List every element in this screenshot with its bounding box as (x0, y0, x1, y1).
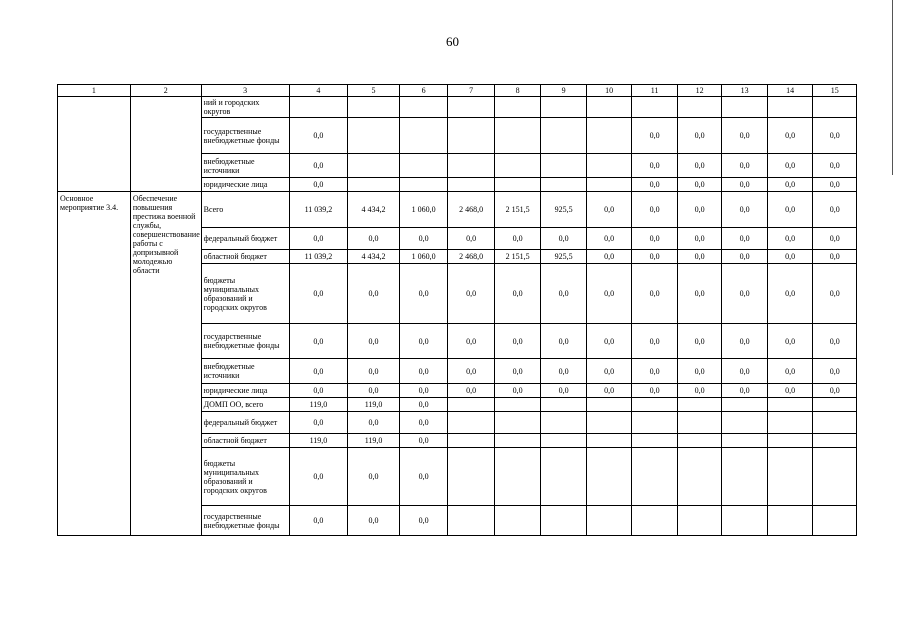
page-edge-line (892, 0, 893, 175)
value-cell: 0,0 (399, 359, 448, 384)
value-cell: 0,0 (289, 228, 348, 250)
value-cell (494, 448, 541, 506)
value-cell: 0,0 (632, 192, 678, 228)
value-cell (541, 178, 587, 192)
value-cell (767, 448, 813, 506)
value-cell: 0,0 (677, 324, 722, 359)
page-number: 60 (446, 34, 459, 49)
value-cell (813, 448, 857, 506)
value-cell: 0,0 (494, 264, 541, 324)
value-cell: 925,5 (541, 250, 587, 264)
value-cell (586, 412, 632, 434)
source-cell: ний и городских округов (201, 97, 289, 118)
value-cell: 0,0 (289, 118, 348, 154)
column-number-header: 11 (632, 85, 678, 97)
value-cell: 1 060,0 (399, 192, 448, 228)
value-cell: 0,0 (448, 359, 495, 384)
source-cell: областной бюджет (201, 434, 289, 448)
value-cell: 0,0 (677, 154, 722, 178)
value-cell: 0,0 (448, 384, 495, 398)
value-cell: 0,0 (722, 324, 768, 359)
value-cell (494, 412, 541, 434)
value-cell (494, 398, 541, 412)
value-cell: 0,0 (494, 228, 541, 250)
value-cell: 0,0 (767, 264, 813, 324)
activity-name-cell: Основное мероприятие 3.4. (58, 192, 131, 536)
activity-name-cell (58, 97, 131, 192)
value-cell: 119,0 (289, 398, 348, 412)
column-number-header: 1 (58, 85, 131, 97)
value-cell: 0,0 (399, 324, 448, 359)
value-cell: 0,0 (632, 178, 678, 192)
value-cell: 0,0 (813, 118, 857, 154)
value-cell (722, 412, 768, 434)
value-cell: 0,0 (448, 324, 495, 359)
column-number-header: 14 (767, 85, 813, 97)
value-cell: 0,0 (813, 178, 857, 192)
value-cell (448, 97, 495, 118)
value-cell: 0,0 (767, 178, 813, 192)
value-cell: 0,0 (632, 324, 678, 359)
value-cell: 0,0 (677, 118, 722, 154)
value-cell (632, 97, 678, 118)
value-cell (448, 448, 495, 506)
value-cell: 0,0 (289, 324, 348, 359)
value-cell: 0,0 (677, 250, 722, 264)
value-cell: 0,0 (632, 359, 678, 384)
column-number-header: 9 (541, 85, 587, 97)
value-cell (722, 506, 768, 536)
source-cell: внебюджетные источники (201, 359, 289, 384)
value-cell: 0,0 (289, 154, 348, 178)
value-cell: 0,0 (494, 324, 541, 359)
value-cell: 0,0 (813, 359, 857, 384)
value-cell (586, 506, 632, 536)
value-cell (677, 412, 722, 434)
value-cell: 0,0 (677, 192, 722, 228)
value-cell: 0,0 (541, 384, 587, 398)
value-cell (813, 398, 857, 412)
value-cell: 0,0 (541, 264, 587, 324)
value-cell (541, 154, 587, 178)
value-cell (399, 178, 448, 192)
value-cell: 0,0 (348, 228, 400, 250)
value-cell: 0,0 (348, 359, 400, 384)
value-cell: 0,0 (586, 228, 632, 250)
value-cell (348, 97, 400, 118)
value-cell (399, 154, 448, 178)
value-cell (813, 506, 857, 536)
value-cell: 0,0 (399, 506, 448, 536)
column-number-header: 13 (722, 85, 768, 97)
value-cell (767, 506, 813, 536)
value-cell (494, 506, 541, 536)
value-cell (448, 506, 495, 536)
source-cell: государственные внебюджетные фонды (201, 506, 289, 536)
value-cell: 0,0 (632, 264, 678, 324)
value-cell: 0,0 (722, 264, 768, 324)
value-cell (399, 118, 448, 154)
value-cell (448, 178, 495, 192)
value-cell (448, 118, 495, 154)
value-cell: 0,0 (767, 154, 813, 178)
value-cell: 0,0 (632, 228, 678, 250)
value-cell: 0,0 (586, 324, 632, 359)
value-cell: 0,0 (722, 384, 768, 398)
source-cell: юридические лица (201, 178, 289, 192)
value-cell (586, 154, 632, 178)
value-cell (586, 97, 632, 118)
value-cell (677, 448, 722, 506)
value-cell: 0,0 (448, 264, 495, 324)
value-cell: 0,0 (399, 398, 448, 412)
value-cell: 0,0 (348, 264, 400, 324)
value-cell: 0,0 (767, 118, 813, 154)
column-number-header: 7 (448, 85, 495, 97)
value-cell: 4 434,2 (348, 192, 400, 228)
value-cell: 0,0 (399, 434, 448, 448)
value-cell (348, 154, 400, 178)
value-cell: 0,0 (722, 118, 768, 154)
value-cell (494, 154, 541, 178)
value-cell (448, 434, 495, 448)
value-cell: 119,0 (348, 434, 400, 448)
activity-description-cell: Обеспечение повышения престижа военной службы, совершенствование работы с допризывной молодежью области (130, 192, 201, 536)
value-cell (813, 412, 857, 434)
value-cell: 0,0 (632, 118, 678, 154)
value-cell: 0,0 (586, 250, 632, 264)
value-cell (586, 118, 632, 154)
value-cell (722, 398, 768, 412)
value-cell (586, 398, 632, 412)
value-cell: 0,0 (348, 506, 400, 536)
value-cell: 1 060,0 (399, 250, 448, 264)
value-cell (541, 448, 587, 506)
value-cell: 0,0 (767, 250, 813, 264)
value-cell (632, 434, 678, 448)
value-cell: 0,0 (586, 264, 632, 324)
value-cell (767, 97, 813, 118)
source-cell: внебюджетные источники (201, 154, 289, 178)
value-cell: 0,0 (722, 178, 768, 192)
value-cell: 119,0 (348, 398, 400, 412)
value-cell: 0,0 (399, 228, 448, 250)
source-cell: государственные внебюджетные фонды (201, 324, 289, 359)
table-row (58, 97, 857, 118)
value-cell: 119,0 (289, 434, 348, 448)
value-cell: 0,0 (722, 250, 768, 264)
value-cell (494, 434, 541, 448)
source-cell: государственные внебюджетные фонды (201, 118, 289, 154)
value-cell (494, 97, 541, 118)
source-cell: бюджеты муниципальных образований и городских округов (201, 448, 289, 506)
value-cell: 0,0 (448, 228, 495, 250)
column-number-header: 4 (289, 85, 348, 97)
value-cell (586, 448, 632, 506)
header-row (58, 85, 857, 97)
value-cell: 2 151,5 (494, 192, 541, 228)
value-cell (289, 97, 348, 118)
value-cell: 0,0 (813, 264, 857, 324)
value-cell: 0,0 (813, 324, 857, 359)
value-cell: 0,0 (348, 412, 400, 434)
value-cell (448, 398, 495, 412)
value-cell: 0,0 (541, 324, 587, 359)
value-cell: 0,0 (677, 178, 722, 192)
value-cell (541, 412, 587, 434)
source-cell: федеральный бюджет (201, 412, 289, 434)
value-cell: 0,0 (541, 228, 587, 250)
value-cell: 0,0 (767, 359, 813, 384)
value-cell: 11 039,2 (289, 192, 348, 228)
value-cell: 0,0 (289, 264, 348, 324)
column-number-header: 3 (201, 85, 289, 97)
value-cell (632, 412, 678, 434)
value-cell: 0,0 (632, 154, 678, 178)
value-cell: 0,0 (348, 324, 400, 359)
value-cell (813, 434, 857, 448)
value-cell: 0,0 (289, 506, 348, 536)
value-cell: 0,0 (767, 228, 813, 250)
source-cell: юридические лица (201, 384, 289, 398)
value-cell: 2 468,0 (448, 250, 495, 264)
value-cell: 0,0 (494, 384, 541, 398)
value-cell (677, 506, 722, 536)
source-cell: федеральный бюджет (201, 228, 289, 250)
value-cell: 0,0 (399, 412, 448, 434)
value-cell (722, 448, 768, 506)
value-cell (348, 118, 400, 154)
value-cell: 0,0 (767, 384, 813, 398)
value-cell: 2 468,0 (448, 192, 495, 228)
value-cell (677, 398, 722, 412)
value-cell: 0,0 (399, 448, 448, 506)
value-cell (348, 178, 400, 192)
value-cell: 0,0 (677, 228, 722, 250)
value-cell: 925,5 (541, 192, 587, 228)
value-cell (722, 97, 768, 118)
value-cell: 0,0 (722, 228, 768, 250)
value-cell (494, 178, 541, 192)
value-cell: 0,0 (399, 384, 448, 398)
value-cell (767, 412, 813, 434)
value-cell: 0,0 (632, 250, 678, 264)
value-cell (448, 412, 495, 434)
column-number-header: 6 (399, 85, 448, 97)
column-number-header: 15 (813, 85, 857, 97)
value-cell (722, 434, 768, 448)
value-cell (541, 118, 587, 154)
value-cell (767, 434, 813, 448)
value-cell: 0,0 (586, 359, 632, 384)
value-cell: 0,0 (813, 250, 857, 264)
value-cell: 4 434,2 (348, 250, 400, 264)
value-cell: 0,0 (677, 359, 722, 384)
value-cell: 0,0 (813, 228, 857, 250)
value-cell: 0,0 (541, 359, 587, 384)
value-cell (632, 398, 678, 412)
source-cell: областной бюджет (201, 250, 289, 264)
value-cell: 0,0 (348, 384, 400, 398)
value-cell (813, 97, 857, 118)
value-cell: 0,0 (348, 448, 400, 506)
value-cell (399, 97, 448, 118)
value-cell: 0,0 (289, 412, 348, 434)
value-cell (541, 434, 587, 448)
value-cell: 0,0 (399, 264, 448, 324)
value-cell: 0,0 (767, 324, 813, 359)
activity-description-cell (130, 97, 201, 192)
value-cell: 0,0 (289, 178, 348, 192)
value-cell: 0,0 (677, 264, 722, 324)
value-cell: 0,0 (586, 192, 632, 228)
column-number-header: 2 (130, 85, 201, 97)
value-cell: 0,0 (813, 384, 857, 398)
source-cell: бюджеты муниципальных образований и городских округов (201, 264, 289, 324)
value-cell (632, 506, 678, 536)
value-cell (586, 434, 632, 448)
value-cell: 0,0 (677, 384, 722, 398)
value-cell: 0,0 (586, 384, 632, 398)
value-cell (494, 118, 541, 154)
value-cell: 0,0 (722, 192, 768, 228)
column-number-header: 8 (494, 85, 541, 97)
value-cell: 0,0 (813, 192, 857, 228)
value-cell: 11 039,2 (289, 250, 348, 264)
funding-table (57, 84, 857, 536)
value-cell (677, 434, 722, 448)
value-cell (541, 506, 587, 536)
value-cell: 0,0 (289, 359, 348, 384)
table-row (58, 192, 857, 228)
value-cell: 0,0 (767, 192, 813, 228)
source-cell: ДОМП ОО, всего (201, 398, 289, 412)
value-cell: 0,0 (722, 154, 768, 178)
value-cell: 0,0 (813, 154, 857, 178)
value-cell (448, 154, 495, 178)
column-number-header: 12 (677, 85, 722, 97)
value-cell (541, 97, 587, 118)
value-cell (632, 448, 678, 506)
value-cell (677, 97, 722, 118)
column-number-header: 10 (586, 85, 632, 97)
value-cell: 0,0 (722, 359, 768, 384)
column-number-header: 5 (348, 85, 400, 97)
source-cell: Всего (201, 192, 289, 228)
value-cell (767, 398, 813, 412)
value-cell: 0,0 (632, 384, 678, 398)
value-cell: 0,0 (289, 448, 348, 506)
value-cell (586, 178, 632, 192)
value-cell: 2 151,5 (494, 250, 541, 264)
value-cell (541, 398, 587, 412)
value-cell: 0,0 (289, 384, 348, 398)
value-cell: 0,0 (494, 359, 541, 384)
